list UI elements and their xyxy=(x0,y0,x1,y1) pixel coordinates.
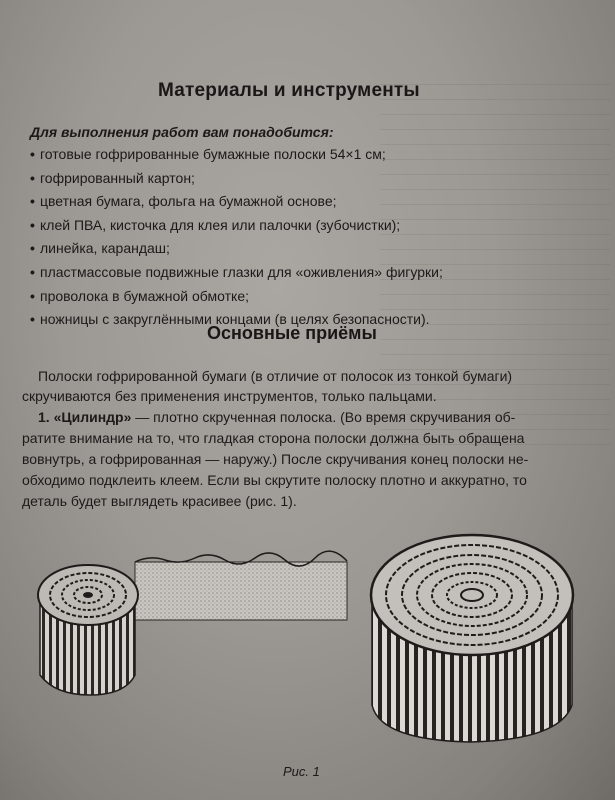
list-item: • проволока в бумажной обмотке; xyxy=(30,285,443,309)
list-item: • гофрированный картон; xyxy=(30,167,443,191)
heading-techniques: Основные приёмы xyxy=(207,323,377,343)
figure-caption: Рис. 1 xyxy=(283,764,320,779)
bullet-icon: • xyxy=(30,311,35,328)
bullet-icon: • xyxy=(30,263,35,280)
paragraph-line: деталь будет выглядеть красивее (рис. 1). xyxy=(22,493,297,509)
paragraph-line: вовнутрь, а гофрированная — наружу.) После скручивания конец полоски не- xyxy=(22,451,529,467)
figure-left-strip xyxy=(38,551,347,695)
bullet-icon: • xyxy=(30,193,35,210)
paragraph-line: Полоски гофрированной бумаги (в отличие от полосок из тонкой бумаги) xyxy=(38,368,513,384)
list-item: • клей ПВА, кисточка для клея или палочки (зубочистки); xyxy=(30,214,443,238)
bullet-icon: • xyxy=(30,169,35,186)
paragraph-line: обходимо подклеить клеем. Если вы скрутите полоску плотно и аккуратно, то xyxy=(22,472,527,488)
materials-intro: Для выполнения работ вам понадобится: xyxy=(30,124,334,140)
list-item: • линейка, карандаш; xyxy=(30,237,443,261)
figure-illustration xyxy=(0,500,615,760)
bullet-icon: • xyxy=(30,287,35,304)
list-item: • пластмассовые подвижные глазки для «оживления» фигурки; xyxy=(30,261,443,285)
bullet-icon: • xyxy=(30,146,35,162)
paragraph-line: ратите внимание на то, что гладкая сторона полоски должна быть обращена xyxy=(22,430,525,446)
list-item: • готовые гофрированные бумажные полоски 54×1 см; xyxy=(30,143,443,167)
bullet-icon: • xyxy=(30,216,35,233)
item-1-first-line: 1. «Цилиндр» — плотно скрученная полоска. (Во время скручивания об- xyxy=(38,409,516,425)
materials-list xyxy=(30,143,443,332)
item-number: 1. xyxy=(38,409,50,425)
list-item: • цветная бумага, фольга на бумажной основе; xyxy=(30,190,443,214)
bullet-icon: • xyxy=(30,240,35,257)
figure-right-cylinder xyxy=(371,535,573,742)
list-item: • ножницы с закруглёнными концами (в целях безопасности). xyxy=(30,308,443,332)
paragraph-line: скручиваются без применения инструментов, только пальцами. xyxy=(22,388,437,404)
heading-materials: Материалы и инструменты xyxy=(158,80,420,101)
item-title: «Цилиндр» xyxy=(53,409,132,425)
